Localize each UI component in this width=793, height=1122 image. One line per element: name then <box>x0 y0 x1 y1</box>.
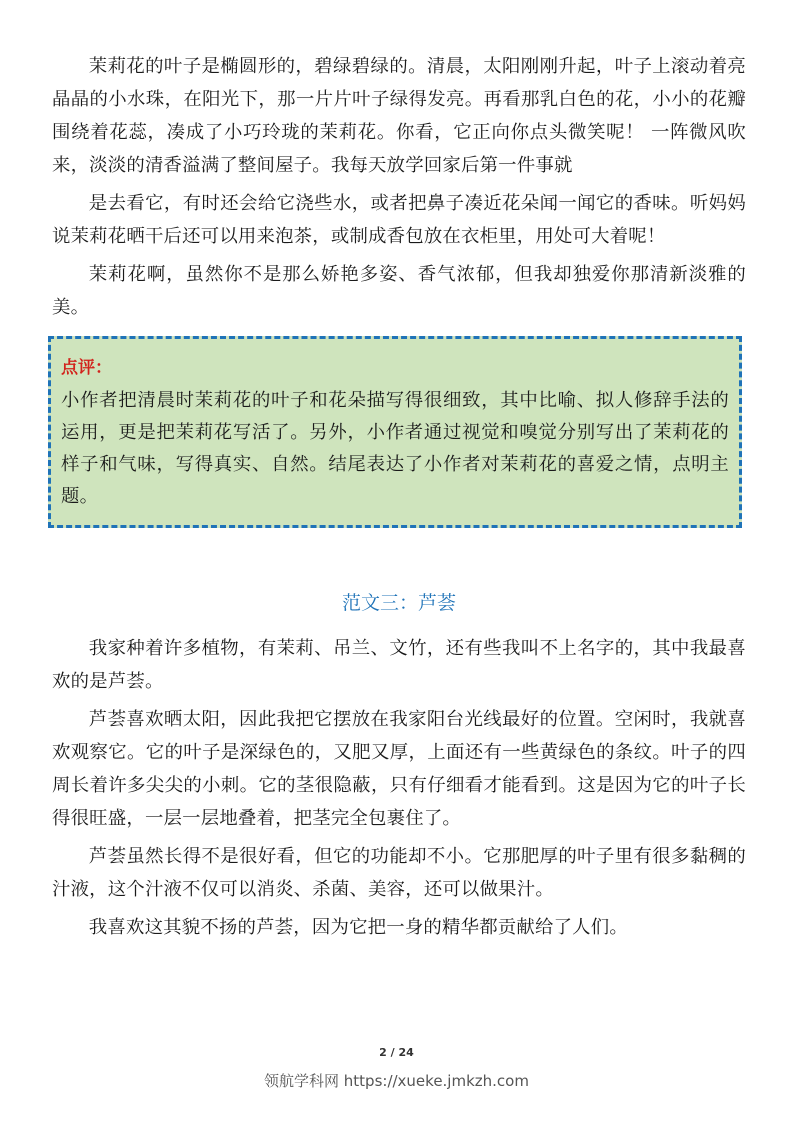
article-three-title: 范文三：芦荟 <box>341 592 456 614</box>
article-three-paragraph: 我喜欢这其貌不扬的芦荟，因为它把一身的精华都贡献给了人们。 <box>88 917 628 938</box>
article-three-paragraph: 芦荟喜欢晒太阳，因此我把它摆放在我家阳台光线最好的位置。空闲时，我就喜欢观察它。它的叶子是深绿色的，又肥又厚，上面还有一些黄绿色的条纹。叶子的四周长着许多尖尖的小刺。它的茎很隐蔽，只有仔细看才能看到。这是因为它的叶子长得很旺盛，一层一层地叠着，把茎完全包裹住了。 <box>52 709 746 829</box>
comment-box <box>48 336 742 528</box>
comment-text: 小作者把清晨时茉莉花的叶子和花朵描写得很细致，其中比喻、拟人修辞手法的运用，更是把茉莉花写活了。另外，小作者通过视觉和嗅觉分别写出了茉莉花的样子和气味，写得真实、自然。结尾表达了小作者对茉莉花的喜爱之情，点明主题。 <box>61 390 729 507</box>
article-two-paragraph: 是去看它，有时还会给它浇些水，或者把鼻子凑近花朵闻一闻它的香味。听妈妈说茉莉花晒干后还可以用来泡茶，或制成香包放在衣柜里，用处可大着呢！ <box>52 193 746 247</box>
article-three-paragraph: 我家种着许多植物，有茉莉、吊兰、文竹，还有些我叫不上名字的，其中我最喜欢的是芦荟。 <box>52 638 746 692</box>
page-number: 2 / 24 <box>379 1046 414 1059</box>
footer-site-link[interactable]: 领航学科网 https://xueke.jmkzh.com <box>264 1072 529 1090</box>
article-three-paragraph: 芦荟虽然长得不是很好看，但它的功能却不小。它那肥厚的叶子里有很多黏稠的汁液，这个汁液不仅可以消炎、杀菌、美容，还可以做果汁。 <box>52 846 746 900</box>
page-content <box>52 50 746 944</box>
comment-title: 点评： <box>61 358 112 378</box>
article-two-paragraph: 茉莉花啊，虽然你不是那么娇艳多姿、香气浓郁，但我却独爱你那清新淡雅的美。 <box>52 264 746 318</box>
article-two-paragraph: 茉莉花的叶子是椭圆形的，碧绿碧绿的。清晨，太阳刚刚升起，叶子上滚动着亮晶晶的小水珠，在阳光下，那一片片叶子绿得发亮。再看那乳白色的花，小小的花瓣围绕着花蕊，凑成了小巧玲珑的茉莉花。你看，它正向你点头微笑呢！ 一阵微风吹来，淡淡的清香溢满了整间屋子。我每天放学回家后第一件事就 <box>52 56 746 176</box>
